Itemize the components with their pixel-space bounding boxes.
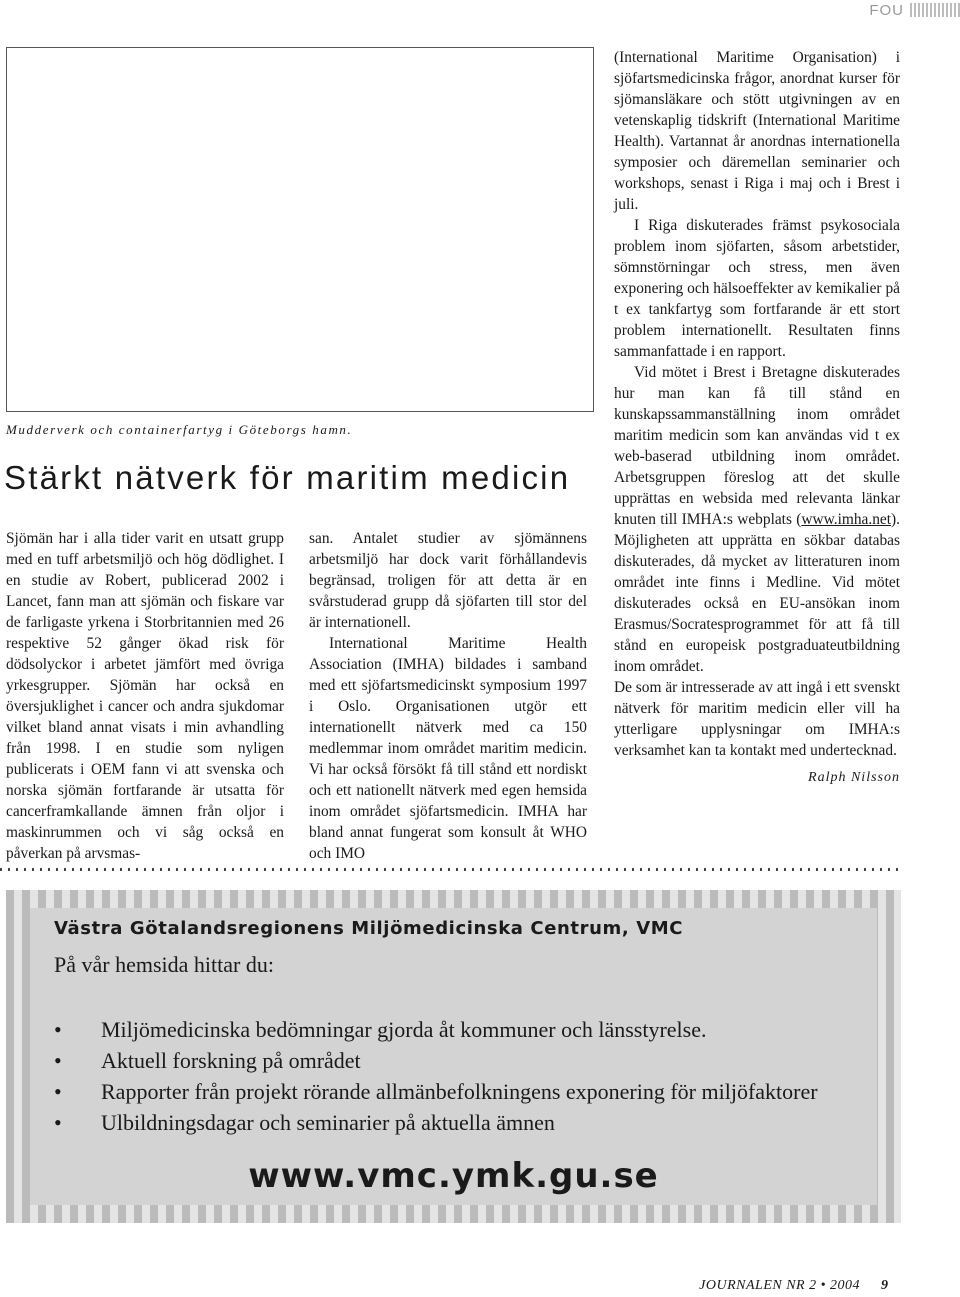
list-item: • Miljömedicinska bedömningar gjorda åt kommuner och länsstyrelse. — [54, 1014, 818, 1045]
paragraph-text: Vid mötet i Brest i Bretagne diskuterades hur man kan få till stånd en kunskapssammanställning inom området maritim medicin som kan användas vid t ex web-baserad utbildning inom området. Arbetsgruppen föreslog att det skulle upprättas en websida med relevanta länkar knuten till IMHA:s webplats ( — [614, 364, 900, 528]
article-column-1 — [6, 528, 284, 864]
paragraph: Sjömän har i alla tider varit en utsatt grupp med en tuff arbetsmiljö och hög dödlighet. I en studie av Robert, publicerad 2002 i Lancet, fann man att sjömän och fiskare var de farligaste yrkena i Storbritannien med 26 respektive 52 gånger ökad risk för dödsolyckor i arbetet jämfört med övriga yrkesgrupper. Sjömän har också en översjuklighet i cancer och andra sjukdomar vilket bland annat visats i min avhandling från 1998. I en studie som nyligen publicerats i OEM fann vi att svenska och norska sjömän fortfarande är utsatta för cancerframkallande ämnen från oljor i maskinrummen och vi såg också en påverkan på arvsmas- — [6, 530, 284, 862]
journal-footer: JOURNALEN NR 2 • 2004 — [699, 1278, 860, 1293]
paragraph: (International Maritime Organisation) i sjöfartsmedicinska frågor, anordnat kurser för sjömansläkare och stött utgivningen av en vetenskaplig tidskrift (International Maritime Health). Vartannat år anordnas internationella symposier och däremellan seminarier och workshops, senast i Riga i maj och i Brest i juli. — [614, 49, 900, 213]
section-header — [840, 0, 960, 20]
article-column-2 — [309, 528, 587, 864]
paragraph — [614, 362, 900, 677]
list-item: • Aktuell forskning på området — [54, 1045, 818, 1076]
photo-caption: Mudderverk och containerfartyg i Göteborgs hamn. — [6, 422, 353, 437]
author-signature: Ralph Nilsson — [808, 770, 900, 785]
vmc-info-box-content — [30, 908, 877, 1205]
imha-link[interactable]: www.imha.net — [801, 511, 892, 528]
article-headline: Stärkt nätverk för maritim medicin — [4, 459, 571, 496]
paragraph: De som är intresserade av att ingå i ett svenskt nätverk för maritim medicin eller vill ha ytterligare upplysningar om IMHA:s verksamhet kan ta kontakt med undertecknad. — [614, 679, 900, 759]
vmc-title: Västra Götalandsregionens Miljömedicinska Centrum, VMC — [54, 918, 684, 939]
article-column-3 — [614, 47, 900, 788]
vmc-list — [54, 1014, 818, 1138]
vmc-subtitle: På vår hemsida hittar du: — [54, 952, 274, 977]
paragraph-text: ). Möjligheten att upprätta en sökbar databas diskuterades, då mycket av litteraturen inom området inte finns i Medline. Vid mötet diskuterades också en EU-ansökan inom Erasmus/Socratesprogrammet för att få till stånd en europeisk postgraduateutbildning inom området. — [614, 511, 900, 675]
header-bars-decoration — [910, 3, 960, 17]
paragraph: I Riga diskuterades främst psykosociala problem inom sjöfarten, såsom arbetstider, sömnstörningar och stress, men även exponering och hälsoeffekter av kemikalier på t ex tankfartyg som fortfarande är ett stort problem internationellt. Resultaten finns sammanfattade i en rapport. — [614, 217, 900, 360]
photo-placeholder — [6, 47, 594, 412]
list-item: • Rapporter från projekt rörande allmänbefolkningens exponering för miljöfaktorer — [54, 1076, 818, 1107]
paragraph: san. Antalet studier av sjömännens arbetsmiljö har dock varit förhållandevis begränsad, troligen för att detta är en svårstuderad grupp då sjöfarten till stor del är internationell. — [309, 530, 587, 631]
dotted-divider — [0, 868, 900, 871]
paragraph: International Maritime Health Association (IMHA) bildades i samband med ett sjöfartsmedicinskt symposium 1997 i Oslo. Organisationen utgör ett internationellt nätverk med ca 150 medlemmar inom området maritim medicin. Vi har också försökt få till stånd ett nordiskt och ett nationellt nätverk med egen hemsida inom området sjöfartsmedicin. IMHA har bland annat fungerat som konsult åt WHO och IMO — [309, 635, 587, 862]
page-number: 9 — [881, 1278, 888, 1293]
list-item: • Ulbildningsdagar och seminarier på aktuella ämnen — [54, 1107, 818, 1138]
vmc-info-box — [6, 890, 901, 1223]
vmc-url-link[interactable]: www.vmc.ymk.gu.se — [248, 1156, 659, 1196]
section-label: FOU — [869, 1, 904, 19]
